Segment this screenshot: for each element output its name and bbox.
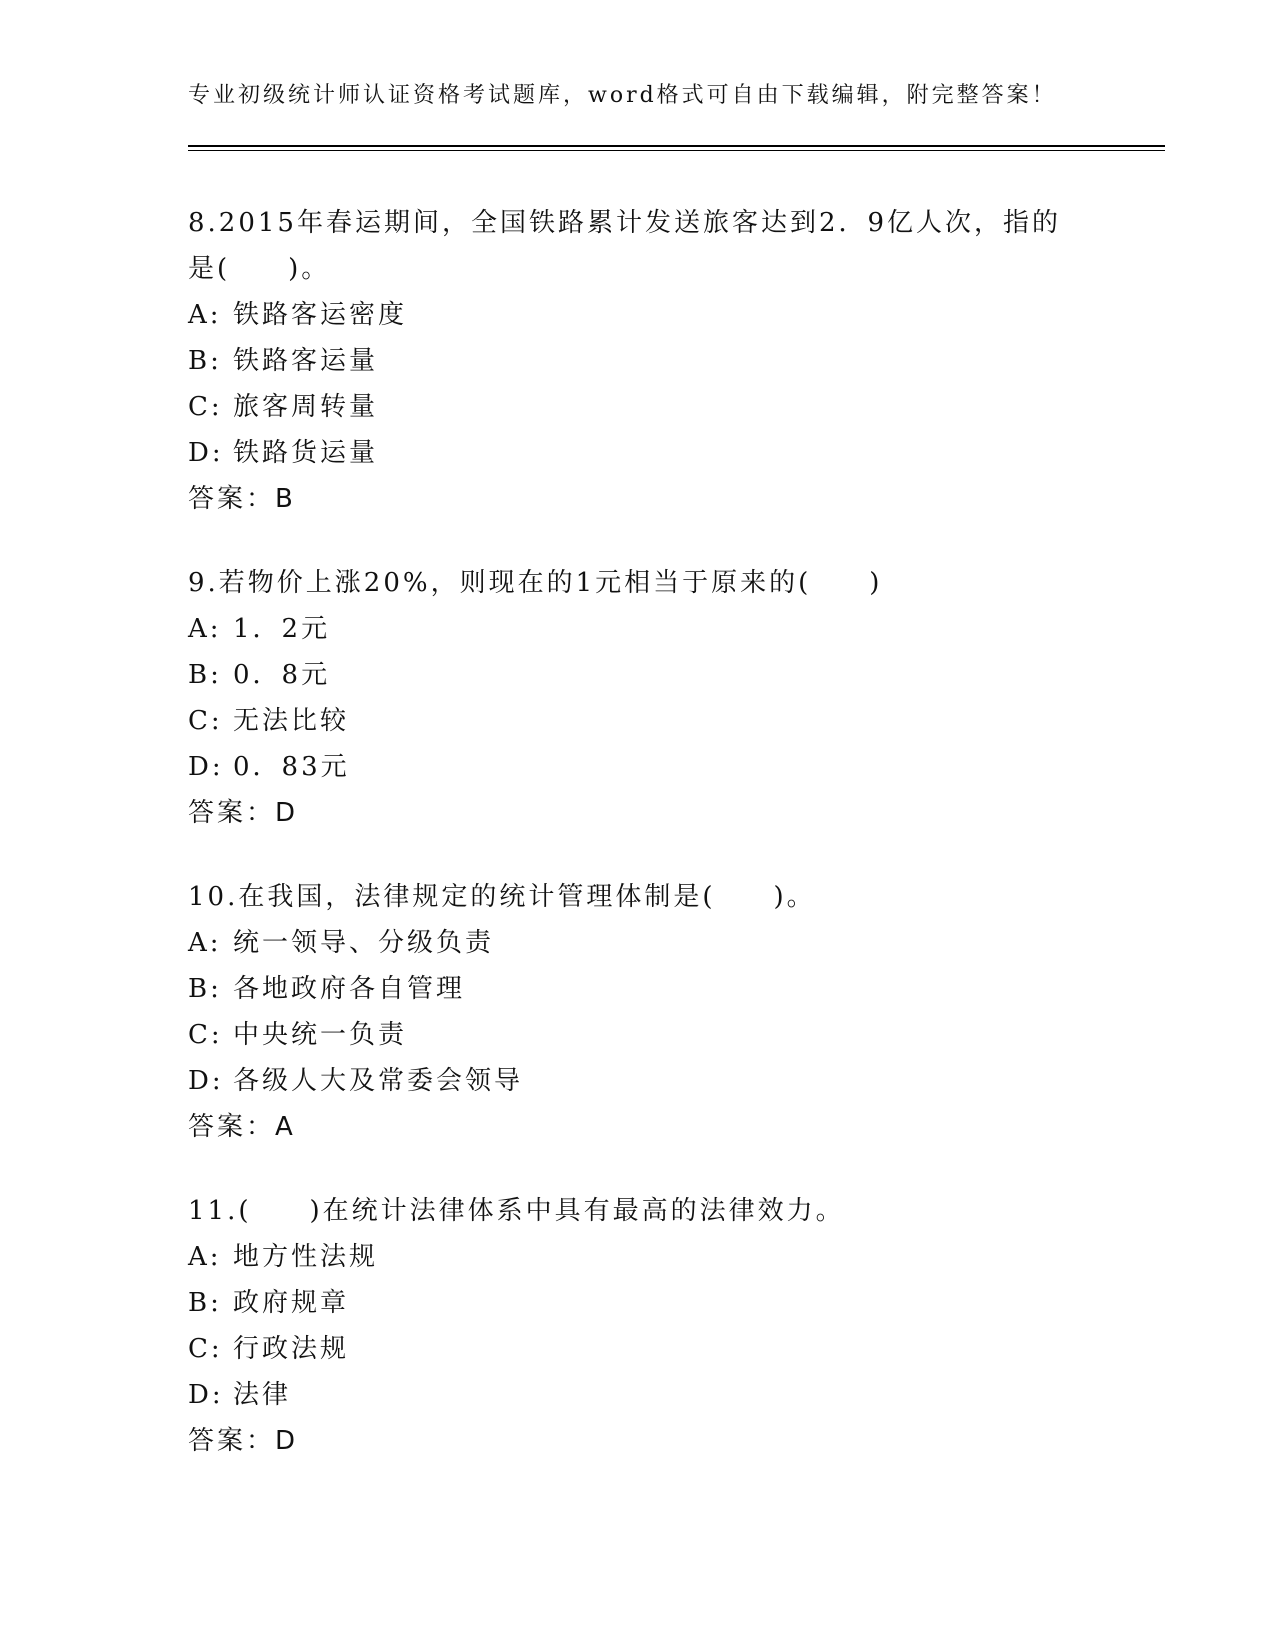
option-d xyxy=(188,1058,1088,1104)
option-key: D: xyxy=(188,1380,224,1410)
option-a xyxy=(188,920,1088,966)
option-text: 铁路客运密度 xyxy=(233,300,408,330)
option-key: C: xyxy=(188,392,223,422)
option-d xyxy=(188,1372,1088,1418)
option-a xyxy=(188,292,1088,338)
option-key: A: xyxy=(188,1242,222,1272)
option-text: 行政法规 xyxy=(233,1334,350,1364)
option-key: C: xyxy=(188,1020,223,1050)
option-key: B: xyxy=(188,346,222,376)
option-key: C: xyxy=(188,1334,223,1364)
answer: 答案：D xyxy=(188,798,299,828)
question-11 xyxy=(188,1188,1088,1464)
option-key: A: xyxy=(188,300,222,330)
answer: 答案：D xyxy=(188,1426,299,1456)
option-text: 地方性法规 xyxy=(233,1242,379,1272)
option-key: D: xyxy=(188,1066,224,1096)
option-text: 法律 xyxy=(233,1380,292,1410)
option-c xyxy=(188,1012,1088,1058)
option-text: 中央统一负责 xyxy=(233,1020,408,1050)
option-c xyxy=(188,384,1088,430)
question-stem: 9.若物价上涨20%，则现在的1元相当于原来的( ) xyxy=(188,568,883,598)
option-text: 各级人大及常委会领导 xyxy=(233,1066,524,1096)
option-b xyxy=(188,1280,1088,1326)
option-text: 铁路客运量 xyxy=(233,346,379,376)
question-stem: 8.2015年春运期间，全国铁路累计发送旅客达到2．9亿人次，指的是( )。 xyxy=(188,208,1062,284)
option-text: 0．83元 xyxy=(233,752,350,782)
question-10 xyxy=(188,874,1088,1150)
option-key: D: xyxy=(188,438,224,468)
option-text: 政府规章 xyxy=(233,1288,350,1318)
option-text: 0．8元 xyxy=(233,660,331,690)
question-stem: 11.( )在统计法律体系中具有最高的法律效力。 xyxy=(188,1196,845,1226)
option-key: B: xyxy=(188,660,222,690)
option-key: B: xyxy=(188,1288,222,1318)
option-c xyxy=(188,1326,1088,1372)
option-text: 铁路货运量 xyxy=(233,438,379,468)
option-b xyxy=(188,652,1088,698)
question-stem: 10.在我国，法律规定的统计管理体制是( )。 xyxy=(188,882,816,912)
question-list xyxy=(188,200,1088,1502)
option-text: 无法比较 xyxy=(233,706,350,736)
header-divider xyxy=(188,145,1165,151)
option-text: 旅客周转量 xyxy=(233,392,379,422)
answer: 答案：A xyxy=(188,1112,296,1142)
option-text: 各地政府各自管理 xyxy=(233,974,466,1004)
option-text: 1．2元 xyxy=(233,614,331,644)
option-c xyxy=(188,698,1088,744)
question-9 xyxy=(188,560,1088,836)
option-text: 统一领导、分级负责 xyxy=(233,928,495,958)
option-key: A: xyxy=(188,928,222,958)
option-b xyxy=(188,338,1088,384)
question-8 xyxy=(188,200,1088,522)
option-key: C: xyxy=(188,706,223,736)
option-a xyxy=(188,606,1088,652)
option-d xyxy=(188,430,1088,476)
option-b xyxy=(188,966,1088,1012)
option-key: D: xyxy=(188,752,224,782)
document-header: 专业初级统计师认证资格考试题库，word格式可自由下载编辑，附完整答案！ xyxy=(188,83,1057,108)
option-a xyxy=(188,1234,1088,1280)
option-key: A: xyxy=(188,614,222,644)
answer: 答案：B xyxy=(188,484,296,514)
option-d xyxy=(188,744,1088,790)
option-key: B: xyxy=(188,974,222,1004)
